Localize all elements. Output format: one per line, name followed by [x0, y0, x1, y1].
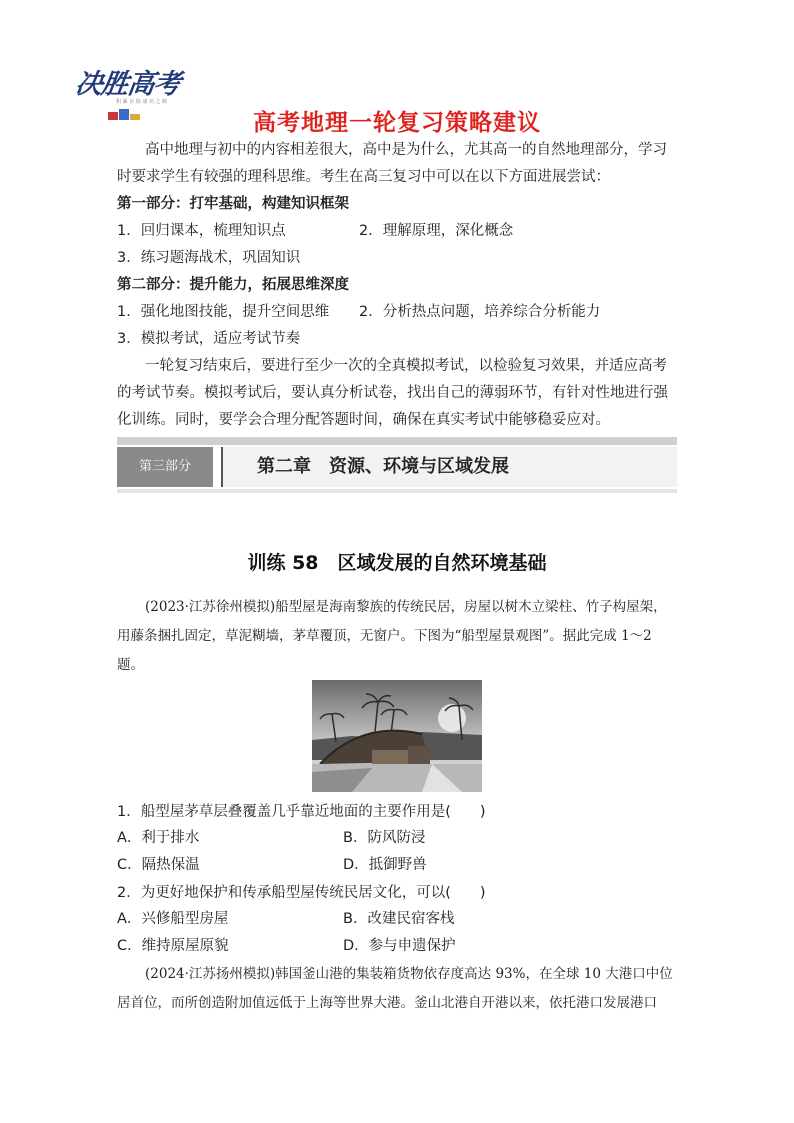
- part1-item-3: 3．练习题海战术，巩固知识: [117, 250, 301, 266]
- q1-option-b[interactable]: B．防风防浸: [343, 830, 426, 846]
- material2-line-1: (2024·江苏扬州模拟)韩国釜山港的集装箱货物依存度高达 93%，在全球 10 大港口中位: [145, 966, 673, 982]
- q2-option-a[interactable]: A．兴修船型房屋: [117, 911, 229, 927]
- q2-stem: 2．为更好地保护和传承船型屋传统民居文化，可以( ): [117, 885, 486, 901]
- page-title: 高考地理一轮复习策略建议: [253, 110, 541, 136]
- logo-text: 决胜高考: [73, 69, 182, 100]
- part1-item-2: 2．理解原理，深化概念: [359, 223, 514, 239]
- material2-line-2: 居首位，而所创造附加值远低于上海等世界大港。釜山北港自开港以来，依托港口发展港口: [117, 995, 657, 1011]
- banner-divider: [221, 447, 223, 487]
- logo-subtext: 积 累 百 炼 成 功 之 路: [116, 99, 168, 105]
- q2-option-d[interactable]: D．参与申遗保护: [343, 938, 456, 954]
- part2-item-1: 1．强化地图技能，提升空间思维: [117, 304, 330, 320]
- chapter-banner: [117, 437, 677, 495]
- material1-line-1: (2023·江苏徐州模拟)船型屋是海南黎族的传统民居，房屋以树木立梁柱、竹子构屋架，: [145, 599, 667, 615]
- part2-item-2: 2．分析热点问题，培养综合分析能力: [359, 304, 601, 320]
- advice-line-3: 化训练。同时，要学会合理分配答题时间，确保在真实考试中能够稳妥应对。: [117, 412, 610, 428]
- advice-line-1: 一轮复习结束后，要进行至少一次的全真模拟考试，以检验复习效果，并适应高考: [145, 358, 667, 374]
- banner-bottom-bar: [117, 489, 677, 493]
- banner-chapter-title: 第二章 资源、环境与区域发展: [257, 456, 509, 477]
- part1-item-1: 1．回归课本，梳理知识点: [117, 223, 286, 239]
- q1-stem: 1．船型屋茅草层叠覆盖几乎靠近地面的主要作用是( ): [117, 804, 486, 820]
- part1-heading: 第一部分：打牢基础，构建知识框架: [117, 196, 349, 212]
- q1-option-a[interactable]: A．利于排水: [117, 830, 200, 846]
- section-title: 训练 58 区域发展的自然环境基础: [247, 552, 547, 574]
- intro-line-2: 时要求学生有较强的理科思维。考生在高三复习中可以在以下方面进展尝试：: [117, 169, 610, 185]
- material1-line-2: 用藤条捆扎固定，草泥糊墙，茅草覆顶，无窗户。下图为“船型屋景观图”。据此完成 1～2: [117, 628, 652, 644]
- intro-line-1: 高中地理与初中的内容相差很大，高中是为什么，尤其高一的自然地理部分，学习: [145, 142, 667, 158]
- q1-option-c[interactable]: C．隔热保温: [117, 857, 200, 873]
- boat-house-photo: [312, 680, 482, 792]
- advice-line-2: 的考试节奏。模拟考试后，要认真分析试卷，找出自己的薄弱环节，有针对性地进行强: [117, 385, 668, 401]
- q2-option-c[interactable]: C．维持原屋原貌: [117, 938, 229, 954]
- banner-top-bar: [117, 437, 677, 445]
- banner-part-tab: 第三部分: [117, 447, 213, 487]
- material1-line-3: 题。: [117, 657, 144, 673]
- part2-heading: 第二部分：提升能力，拓展思维深度: [117, 277, 349, 293]
- part2-item-3: 3．模拟考试，适应考试节奏: [117, 331, 301, 347]
- q1-option-d[interactable]: D．抵御野兽: [343, 857, 427, 873]
- q2-option-b[interactable]: B．改建民宿客栈: [343, 911, 455, 927]
